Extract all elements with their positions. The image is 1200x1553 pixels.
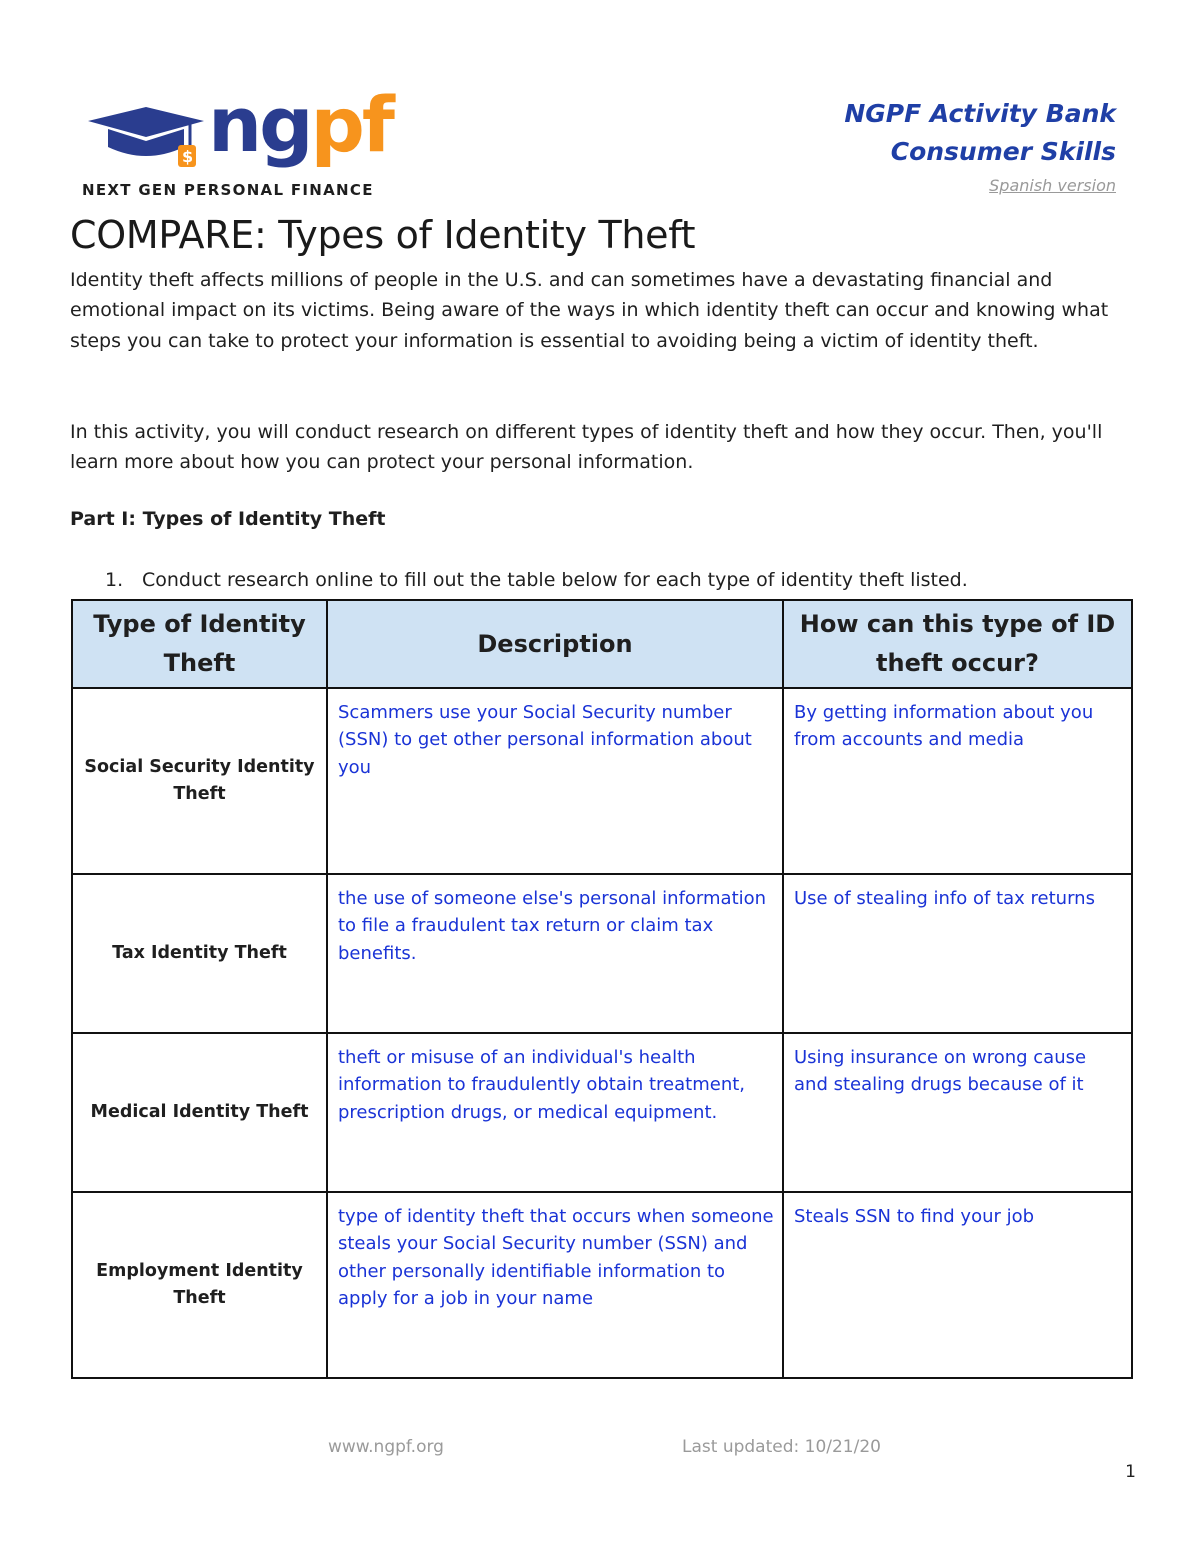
type-cell: Tax Identity Theft	[72, 874, 327, 1033]
description-cell[interactable]: theft or misuse of an individual's health information to fraudulently obtain treatment, prescription drugs, or medical equipment.	[327, 1033, 783, 1192]
part-1-heading: Part I: Types of Identity Theft	[70, 508, 386, 530]
header-description: Description	[327, 600, 783, 688]
table-row	[72, 1192, 1132, 1378]
table-row	[72, 1033, 1132, 1192]
how-occur-cell[interactable]: Use of stealing info of tax returns	[783, 874, 1132, 1033]
footer-url: www.ngpf.org	[328, 1437, 444, 1457]
intro-paragraph-2: In this activity, you will conduct research on different types of identity theft and how they occur. Then, you'll learn more about how you can protect your personal information.	[70, 421, 1103, 474]
footer-last-updated: Last updated: 10/21/20	[682, 1437, 881, 1457]
description-cell[interactable]: the use of someone else's personal information to file a fraudulent tax return or claim tax benefits.	[327, 874, 783, 1033]
description-cell[interactable]: Scammers use your Social Security number (SSN) to get other personal information about you	[327, 688, 783, 874]
instruction-number: 1.	[105, 569, 124, 591]
instruction-text: Conduct research online to fill out the table below for each type of identity theft listed.	[142, 569, 968, 591]
page-title: COMPARE: Types of Identity Theft	[70, 213, 696, 257]
logo-wordmark: ngpf	[208, 80, 392, 169]
header-how-occur: How can this type of ID theft occur?	[783, 600, 1132, 688]
type-cell: Medical Identity Theft	[72, 1033, 327, 1192]
type-cell: Social Security Identity Theft	[72, 688, 327, 874]
table-row	[72, 688, 1132, 874]
description-cell[interactable]: type of identity theft that occurs when someone steals your Social Security number (SSN) and other personally identifiable information to apply for a job in your name	[327, 1192, 783, 1378]
page-number: 1	[1125, 1462, 1136, 1482]
header-type: Type of Identity Theft	[72, 600, 327, 688]
how-occur-cell[interactable]: Steals SSN to find your job	[783, 1192, 1132, 1378]
table-row	[72, 874, 1132, 1033]
identity-theft-table	[71, 599, 1133, 1379]
unit-label: Consumer Skills	[890, 137, 1116, 166]
how-occur-cell[interactable]: By getting information about you from accounts and media	[783, 688, 1132, 874]
instruction-item	[70, 569, 968, 591]
graduation-cap-icon	[86, 107, 206, 182]
type-cell: Employment Identity Theft	[72, 1192, 327, 1378]
ngpf-logo	[82, 80, 392, 200]
how-occur-cell[interactable]: Using insurance on wrong cause and stealing drugs because of it	[783, 1033, 1132, 1192]
activity-bank-label: NGPF Activity Bank	[844, 99, 1116, 128]
spanish-version-link[interactable]: Spanish version	[989, 176, 1116, 195]
intro-paragraph-1: Identity theft affects millions of people in the U.S. and can sometimes have a devastating financial and emotional impact on its victims. Being aware of the ways in which identity theft can occur and knowing what steps you can take to protect your information is essential to avoiding being a victim of identity theft.	[70, 269, 1109, 352]
table-header-row	[72, 600, 1132, 688]
logo-tagline: NEXT GEN PERSONAL FINANCE	[82, 181, 374, 199]
svg-text:$: $	[182, 147, 194, 166]
